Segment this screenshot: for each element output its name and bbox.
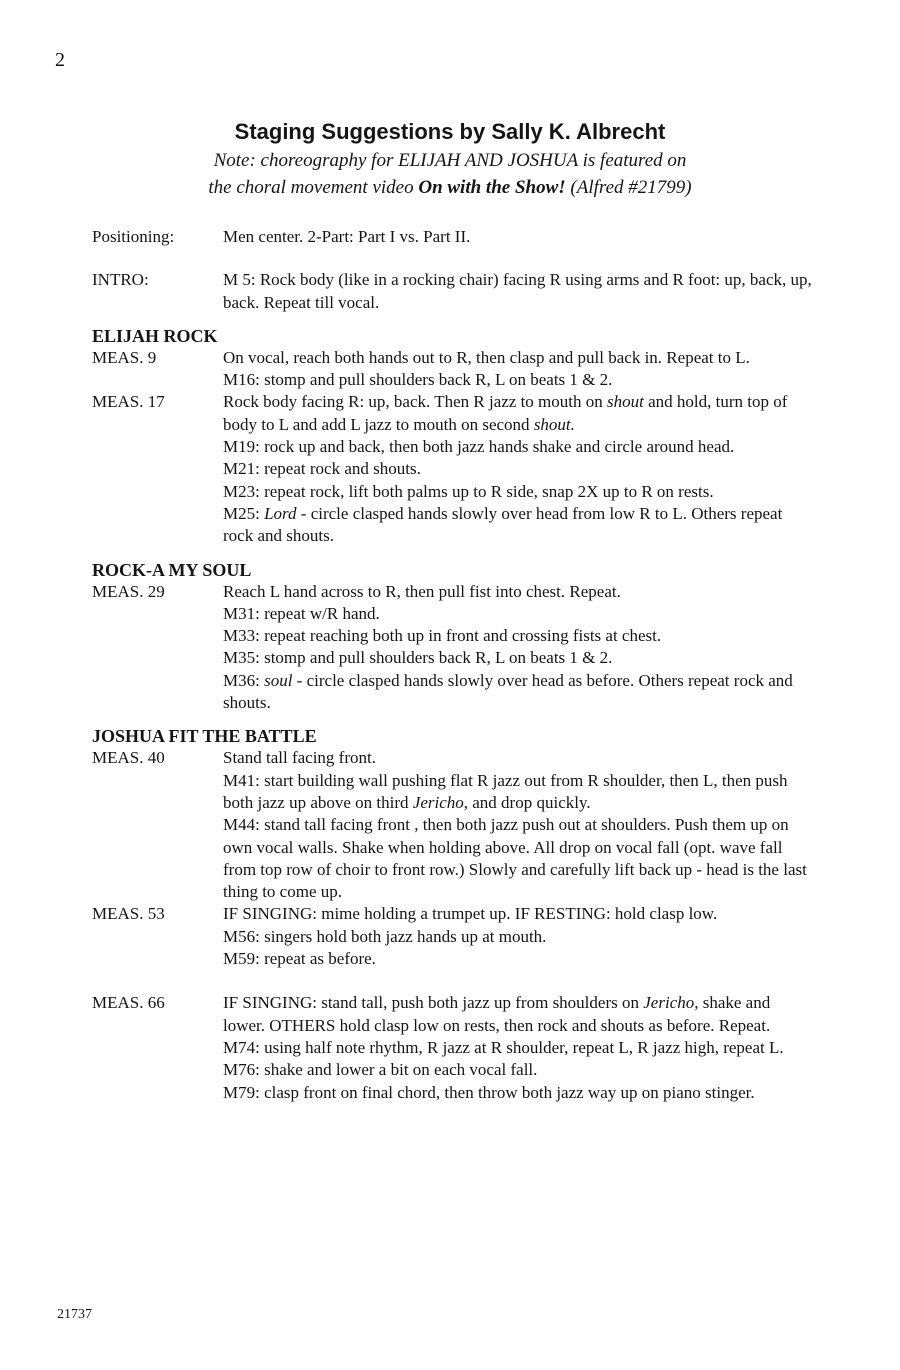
positioning-text: Men center. 2-Part: Part I vs. Part II. (223, 227, 471, 246)
staging-content (92, 226, 812, 1104)
instruction-line (223, 670, 812, 715)
text-run: , shake and lower. OTHERS hold clasp low on rests, then rock and shouts as before. Repeat. (223, 993, 771, 1035)
text-run: M36: (223, 670, 265, 690)
instruction-line: M35: stomp and pull shoulders back R, L on beats 1 & 2. (223, 648, 613, 668)
instruction-line: M56: singers hold both jazz hands up at mouth. (223, 926, 547, 946)
text-run: IF SINGING: stand tall, push both jazz up from shoulders on (223, 993, 644, 1013)
catalog-number: 21737 (57, 1307, 92, 1322)
note-line-2-post: (Alfred #21799) (565, 177, 692, 198)
text-run: - circle clasped hands slowly over head from low R to L. Others repeat rock and shouts. (223, 503, 783, 546)
lyric-word: soul (264, 670, 293, 690)
instruction-line (223, 503, 812, 548)
text-run: M25: (223, 503, 265, 523)
instruction-line: IF SINGING: mime holding a trumpet up. IF RESTING: hold clasp low. (223, 904, 718, 924)
meas-66-label: MEAS. 66 (92, 993, 165, 1013)
instruction-line: M21: repeat rock and shouts. (223, 459, 421, 479)
title-block (0, 117, 900, 201)
note-line-2-pre: the choral movement video (208, 177, 419, 198)
note-line-1: Note: choreography for ELIJAH AND JOSHUA is featured on (213, 150, 687, 171)
meas-29-label: MEAS. 29 (92, 581, 165, 601)
intro-label: INTRO: (92, 270, 149, 290)
meas-29-row (92, 581, 812, 715)
page-title: Staging Suggestions by Sally K. Albrecht (234, 119, 666, 144)
choreography-note (0, 147, 900, 201)
section-heading-joshua: JOSHUA FIT THE BATTLE (92, 726, 317, 747)
meas-9-row (92, 347, 812, 392)
meas-53-label: MEAS. 53 (92, 904, 165, 924)
lyric-word: shout. (533, 414, 575, 434)
instruction-line: M76: shake and lower a bit on each vocal fall. (223, 1060, 538, 1080)
positioning-row (92, 226, 812, 248)
instruction-line (223, 391, 812, 436)
instruction-line: M44: stand tall facing front , then both jazz push out at shoulders. Push them up on own vocal walls. Shake when holding above. All drop on vocal fall (opt. wave fall from top row of choir to front row.) Slowly and carefully lift back up - head is the last thing to come up. (223, 815, 807, 902)
meas-9-label: MEAS. 9 (92, 347, 157, 367)
meas-40-row (92, 747, 812, 903)
meas-66-row (92, 992, 812, 1103)
page-number: 2 (55, 49, 65, 71)
text-run: and hold, turn top of body to L and add L jazz to mouth on second (223, 392, 788, 434)
instruction-line (223, 770, 812, 815)
instruction-line: M31: repeat w/R hand. (223, 603, 380, 623)
lyric-word: Jericho (412, 792, 464, 812)
positioning-label: Positioning: (92, 227, 175, 246)
meas-40-label: MEAS. 40 (92, 748, 165, 768)
text-run: - circle clasped hands slowly over head as before. Others repeat rock and shouts. (223, 670, 793, 713)
lyric-word: Jericho (643, 993, 695, 1013)
text-run: M41: start building wall pushing flat R jazz out from R shoulder, then L, then push both jazz up above on third (223, 770, 788, 812)
instruction-line: Stand tall facing front. (223, 748, 376, 768)
instruction-line (223, 992, 812, 1037)
intro-row (92, 269, 812, 314)
meas-17-label: MEAS. 17 (92, 392, 165, 412)
instruction-line: M33: repeat reaching both up in front and crossing fists at chest. (223, 626, 662, 646)
meas-53-row (92, 903, 812, 970)
text-run: Rock body facing R: up, back. Then R jazz to mouth on (223, 392, 608, 412)
text-run: , and drop quickly. (463, 792, 591, 812)
video-title: On with the Show! (418, 177, 566, 198)
meas-17-row (92, 391, 812, 547)
intro-text: M 5: Rock body (like in a rocking chair) facing R using arms and R foot: up, back, up, back. Repeat till vocal. (223, 270, 812, 312)
instruction-line: M19: rock up and back, then both jazz hands shake and circle around head. (223, 437, 735, 457)
lyric-word: Lord (264, 503, 297, 523)
instruction-line: M79: clasp front on final chord, then throw both jazz way up on piano stinger. (223, 1082, 755, 1102)
instruction-line: M16: stomp and pull shoulders back R, L on beats 1 & 2. (223, 370, 613, 390)
section-heading-elijah-rock: ELIJAH ROCK (92, 325, 218, 346)
instruction-line: M23: repeat rock, lift both palms up to R side, snap 2X up to R on rests. (223, 481, 714, 501)
lyric-word: shout (607, 392, 644, 412)
instruction-line: On vocal, reach both hands out to R, then clasp and pull back in. Repeat to L. (223, 347, 750, 367)
instruction-line: Reach L hand across to R, then pull fist into chest. Repeat. (223, 581, 621, 601)
section-heading-rock-a-my-soul: ROCK-A MY SOUL (92, 559, 252, 580)
instruction-line: M74: using half note rhythm, R jazz at R shoulder, repeat L, R jazz high, repeat L. (223, 1037, 784, 1057)
instruction-line: M59: repeat as before. (223, 949, 376, 969)
